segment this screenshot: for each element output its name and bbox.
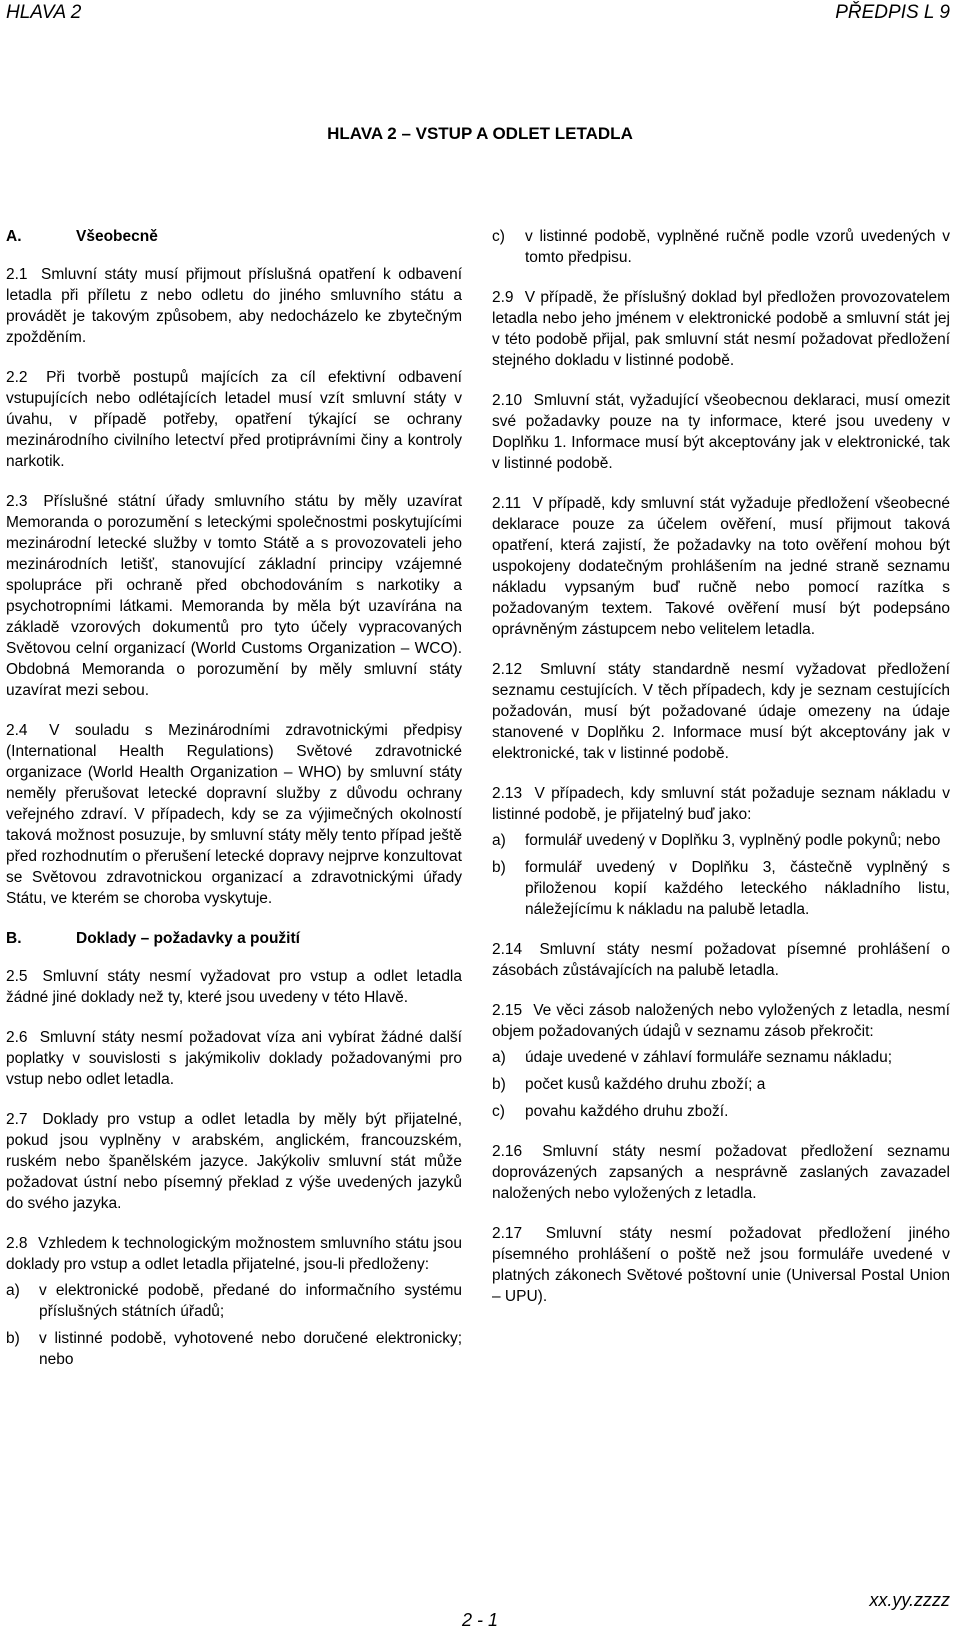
- paragraph-number: 2.5: [6, 968, 28, 985]
- list-item: [492, 1074, 950, 1095]
- paragraph-text: Vzhledem k technologickým možnostem smluvního státu jsou doklady pro vstup a odlet letadla přijatelné, jsou-li předloženy:: [6, 1235, 462, 1273]
- section-heading-b: [6, 928, 462, 949]
- list-item: [492, 1101, 950, 1122]
- paragraph-number: 2.3: [6, 493, 28, 510]
- paragraph-2-12: [492, 659, 950, 764]
- footer-date: xx.yy.zzzz: [869, 1590, 950, 1610]
- list-marker: c): [492, 228, 505, 245]
- paragraph-text: Smluvní státy standardně nesmí vyžadovat předložení seznamu cestujících. V těch případech, kdy je seznam cestujících požadován, musí být požadované údaje omezeny na údaje stanovené v Doplňku 2. Informace musí být akceptovány jak v elektronické, tak v listinné podobě.: [492, 661, 950, 762]
- list-marker: a): [492, 1049, 506, 1066]
- list-item-text: povahu každého druhu zboží.: [525, 1103, 729, 1120]
- paragraph-text: Smluvní státy nesmí požadovat předložení seznamu doprovázených zapsaných a nesprávně zaslaných zavazadel naložených nebo vyložených z letadla.: [492, 1143, 950, 1202]
- right-column: [492, 226, 950, 1326]
- paragraph-number: 2.4: [6, 722, 28, 739]
- paragraph-number: 2.17: [492, 1225, 523, 1242]
- left-column: [6, 226, 462, 1389]
- paragraph-2-1: [6, 264, 462, 348]
- paragraph-2-4: [6, 720, 462, 909]
- list-marker: a): [492, 832, 506, 849]
- paragraph-number: 2.14: [492, 941, 523, 958]
- paragraph-2-6: [6, 1027, 462, 1090]
- paragraph-2-9: [492, 287, 950, 371]
- paragraph-text: Smluvní státy nesmí vyžadovat pro vstup a odlet letadla žádné jiné doklady než ty, které jsou uvedeny v této Hlavě.: [6, 968, 462, 1006]
- paragraph-text: Ve věci zásob naložených nebo vyložených z letadla, nesmí objem požadovaných údajů v seznamu zásob překročit:: [492, 1002, 950, 1040]
- paragraph-2-3: [6, 491, 462, 701]
- list-2-13: [492, 830, 950, 920]
- list-marker: b): [492, 859, 506, 876]
- paragraph-number: 2.13: [492, 785, 523, 802]
- section-heading-a: [6, 226, 462, 247]
- paragraph-text: Smluvní státy nesmí požadovat víza ani vybírat žádné další poplatky v souvislosti s jakýmikoliv doklady požadovanými pro vstup nebo odlet letadla.: [6, 1029, 462, 1088]
- running-header-regulation: PŘEDPIS L 9: [835, 2, 950, 23]
- paragraph-text: Při tvorbě postupů majících za cíl efektivní odbavení vstupujících nebo odlétajících letadel musí vzít smluvní státy v úvahu, v případě potřeby, opatření týkající se ochrany mezinárodního civilního letectví před protiprávními činy a kontroly narkotik.: [6, 369, 462, 470]
- paragraph-2-8: [6, 1233, 462, 1275]
- paragraph-number: 2.1: [6, 266, 28, 283]
- section-letter: B.: [6, 930, 22, 947]
- list-item-text: v listinné podobě, vyplněné ručně podle vzorů uvedených v tomto předpisu.: [525, 228, 950, 266]
- paragraph-text: V případech, kdy smluvní stát požaduje seznam nákladu v listinné podobě, je přijatelný buď jako:: [492, 785, 950, 823]
- list-marker: c): [492, 1103, 505, 1120]
- list-item: [492, 830, 950, 851]
- paragraph-2-2: [6, 367, 462, 472]
- paragraph-number: 2.7: [6, 1111, 28, 1128]
- list-item-text: v elektronické podobě, předané do informačního systému příslušných státních úřadů;: [39, 1282, 462, 1320]
- paragraph-number: 2.8: [6, 1235, 28, 1252]
- section-letter: A.: [6, 228, 22, 245]
- list-2-8-continued: [492, 226, 950, 268]
- list-item-text: údaje uvedené v záhlaví formuláře seznamu nákladu;: [525, 1049, 893, 1066]
- list-2-15: [492, 1047, 950, 1122]
- paragraph-number: 2.15: [492, 1002, 523, 1019]
- paragraph-2-16: [492, 1141, 950, 1204]
- paragraph-number: 2.2: [6, 369, 28, 386]
- paragraph-number: 2.12: [492, 661, 523, 678]
- paragraph-2-7: [6, 1109, 462, 1214]
- list-item-text: formulář uvedený v Doplňku 3, vyplněný podle pokynů; nebo: [525, 832, 941, 849]
- list-item: [492, 1047, 950, 1068]
- paragraph-number: 2.10: [492, 392, 523, 409]
- paragraph-2-5: [6, 966, 462, 1008]
- paragraph-text: V případě, že příslušný doklad byl předložen provozovatelem letadla nebo jeho jménem v elektronické podobě a smluvní stát jej v této podobě přijal, pak smluvní stát nesmí požadovat předložení stejného dokladu v listinné podobě.: [492, 289, 950, 369]
- list-marker: b): [6, 1330, 20, 1347]
- paragraph-text: V případě, kdy smluvní stát vyžaduje předložení všeobecné deklarace pouze za účelem ověření, musí přijmout taková opatření, která zajistí, že požadavky na toto ověření mohou být uspokojeny dodatečným prohlášením na jedné straně seznamu nákladu vypsaným buď ručně nebo pomocí razítka s požadovaným textem. Takové ověření musí být podepsáno oprávněným zástupcem nebo velitelem letadla.: [492, 495, 950, 638]
- paragraph-number: 2.6: [6, 1029, 28, 1046]
- paragraph-number: 2.11: [492, 495, 522, 512]
- paragraph-2-11: [492, 493, 950, 640]
- paragraph-2-13: [492, 783, 950, 825]
- paragraph-text: Smluvní státy nesmí požadovat předložení jiného písemného prohlášení o poště než jsou formuláře uvedené v platných zákonech Světové poštovní unie (Universal Postal Union – UPU).: [492, 1225, 950, 1305]
- list-item: [6, 1328, 462, 1370]
- paragraph-text: Smluvní státy nesmí požadovat písemné prohlášení o zásobách zůstávajících na palubě letadla.: [492, 941, 950, 979]
- paragraph-2-14: [492, 939, 950, 981]
- list-item: [6, 1280, 462, 1322]
- running-header-chapter: HLAVA 2: [6, 2, 82, 23]
- paragraph-text: Příslušné státní úřady smluvního státu by měly uzavírat Memoranda o porozumění s leteckými společnostmi poskytujícími mezinárodní letecké služby v tomto Státě a s provozovateli jeho mezinárodních letišť, stanovující základní principy vzájemné spolupráce při ochraně před obchodováním s narkotiky a psychotropními látkami. Memoranda by měla být uzavírána na základě vzorových dokumentů pro tyto účely vypracovaných Světovou celní organizací (World Customs Organization – WCO). Obdobná Memoranda o porozumění by měly smluvní státy uzavírat mezi sebou.: [6, 493, 463, 699]
- list-marker: b): [492, 1076, 506, 1093]
- list-2-8: [6, 1280, 462, 1370]
- page-number: 2 - 1: [461, 1610, 499, 1630]
- paragraph-2-10: [492, 390, 950, 474]
- paragraph-text: Smluvní stát, vyžadující všeobecnou deklaraci, musí omezit své požadavky pouze na ty informace, které jsou uvedeny v Doplňku 1. Informace musí být akceptovány jak v elektronické, tak v listinné podobě.: [492, 392, 950, 472]
- paragraph-2-15: [492, 1000, 950, 1042]
- list-item: [492, 226, 950, 268]
- paragraph-text: V souladu s Mezinárodními zdravotnickými předpisy (International Health Regulations) Světové zdravotnické organizace (World Health Organization – WHO) by smluvní státy neměly přerušovat letecké dopravní služby z důvodu ochrany veřejného zdraví. V případech, kdy se za výjimečných okolností taková možnost posuzuje, by smluvní státy měly tento případ ještě před rozhodnutím o přerušení letecké dopravy nejprve konzultovat se Světovou zdravotnickou organizací a zdravotnickými úřady Státu, ve kterém se choroba vyskytuje.: [6, 722, 463, 907]
- paragraph-text: Doklady pro vstup a odlet letadla by měly být přijatelné, pokud jsou vyplněny v arabském, anglickém, francouzském, ruském nebo španělském jazyce. Jakýkoliv smluvní stát může požadovat ústní nebo písemný překlad z výše uvedených jazyků do svého jazyka.: [6, 1111, 462, 1212]
- list-item-text: počet kusů každého druhu zboží; a: [525, 1076, 766, 1093]
- list-item: [492, 857, 950, 920]
- paragraph-text: Smluvní státy musí přijmout příslušná opatření k odbavení letadla při příletu z nebo odletu do jiného smluvního státu a provádět je takovým způsobem, aby nedocházelo ke zbytečným zpožděním.: [6, 266, 462, 346]
- paragraph-number: 2.9: [492, 289, 514, 306]
- section-title: Všeobecně: [76, 228, 158, 245]
- paragraph-2-17: [492, 1223, 950, 1307]
- list-item-text: v listinné podobě, vyhotovené nebo doručené elektronicky; nebo: [39, 1330, 462, 1368]
- page-title: HLAVA 2 – VSTUP A ODLET LETADLA: [327, 124, 633, 143]
- list-marker: a): [6, 1282, 20, 1299]
- paragraph-number: 2.16: [492, 1143, 523, 1160]
- list-item-text: formulář uvedený v Doplňku 3, částečně vyplněný s přiloženou kopií každého leteckého nákladního listu, náležejícímu k nákladu na palubě letadla.: [525, 859, 950, 918]
- section-title: Doklady – požadavky a použití: [76, 930, 300, 947]
